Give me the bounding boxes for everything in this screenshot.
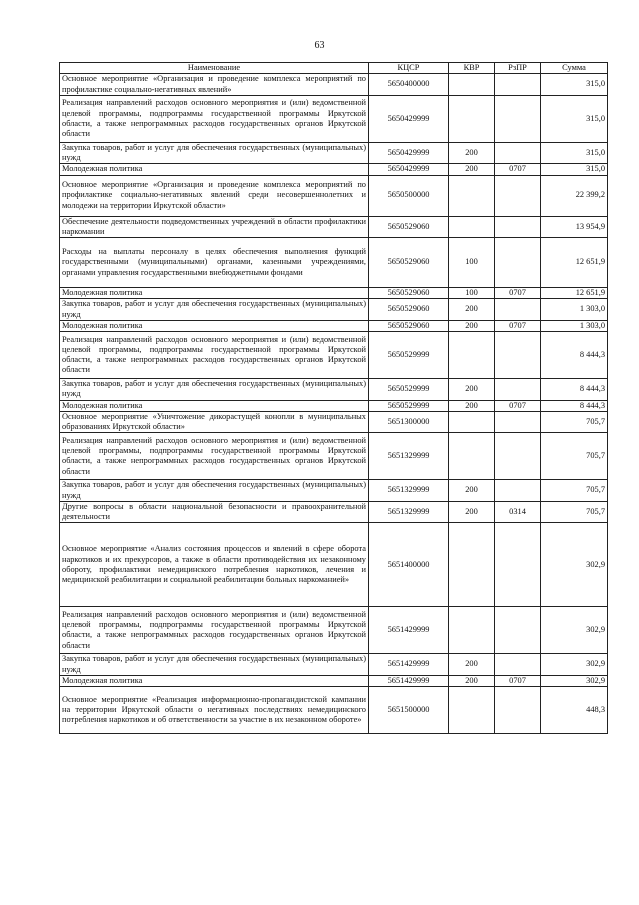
row-name: Основное мероприятие «Уничтожение дикорастущей конопли в муниципальных образованиях Иркутской области» xyxy=(60,411,369,433)
row-name: Обеспечение деятельности подведомственных учреждений в области профилактики наркомании xyxy=(60,216,369,238)
row-kvr: 200 xyxy=(449,654,495,676)
row-kvr: 200 xyxy=(449,501,495,523)
row-kcsr: 5651429999 xyxy=(369,654,449,676)
row-sum: 315,0 xyxy=(541,74,608,96)
row-rzpr xyxy=(495,433,541,480)
row-sum: 302,9 xyxy=(541,654,608,676)
row-rzpr: 0707 xyxy=(495,320,541,331)
table-row xyxy=(60,74,608,96)
row-name: Молодежная политика xyxy=(60,675,369,686)
row-rzpr xyxy=(495,654,541,676)
row-kcsr: 5650529060 xyxy=(369,288,449,299)
row-kvr xyxy=(449,607,495,654)
row-kvr xyxy=(449,433,495,480)
row-kcsr: 5650529999 xyxy=(369,400,449,411)
row-kcsr: 5650529060 xyxy=(369,299,449,321)
table-row xyxy=(60,238,608,288)
row-name: Основное мероприятие «Организация и проведение комплекса мероприятий по профилактике социально-негативных явлений среди несовершеннолетних и молодежи на территории Иркутской области» xyxy=(60,175,369,216)
row-kcsr: 5651500000 xyxy=(369,687,449,734)
row-kcsr: 5651429999 xyxy=(369,675,449,686)
row-name: Закупка товаров, работ и услуг для обеспечения государственных (муниципальных) нужд xyxy=(60,480,369,502)
row-sum: 12 651,9 xyxy=(541,238,608,288)
table-row xyxy=(60,654,608,676)
row-rzpr: 0707 xyxy=(495,164,541,175)
row-kcsr: 5651329999 xyxy=(369,433,449,480)
row-rzpr xyxy=(495,480,541,502)
table-row xyxy=(60,216,608,238)
row-rzpr xyxy=(495,142,541,164)
table-row xyxy=(60,607,608,654)
row-name: Реализация направлений расходов основного мероприятия и (или) ведомственной целевой программы, подпрограммы государственной программы Иркутской области, а также непрограммных расходов государственных органов Иркутской области xyxy=(60,332,369,379)
row-kcsr: 5651329999 xyxy=(369,501,449,523)
row-kcsr: 5651300000 xyxy=(369,411,449,433)
row-kvr xyxy=(449,411,495,433)
row-kvr: 200 xyxy=(449,164,495,175)
row-sum: 315,0 xyxy=(541,164,608,175)
row-sum: 448,3 xyxy=(541,687,608,734)
row-sum: 315,0 xyxy=(541,142,608,164)
row-name: Основное мероприятие «Реализация информационно-пропагандистской кампании на территории Иркутской области о негативных последствиях немедицинского потребления наркотиков и об ответственности за участие в их незаконном обороте» xyxy=(60,687,369,734)
row-sum: 302,9 xyxy=(541,607,608,654)
table-row xyxy=(60,142,608,164)
row-rzpr xyxy=(495,687,541,734)
row-kcsr: 5650429999 xyxy=(369,95,449,142)
row-kcsr: 5650429999 xyxy=(369,164,449,175)
row-kvr: 200 xyxy=(449,142,495,164)
row-sum: 12 651,9 xyxy=(541,288,608,299)
table-body xyxy=(60,74,608,734)
row-name: Основное мероприятие «Анализ состояния процессов и явлений в сфере оборота наркотиков и их прекурсоров, а также в области противодействия их незаконному обороту, профилактики немедицинского потребления наркотиков, лечения и медицинской реабилитации и социальной реабилитации больных наркоманией» xyxy=(60,523,369,607)
row-rzpr: 0314 xyxy=(495,501,541,523)
row-name: Другие вопросы в области национальной безопасности и правоохранительной деятельности xyxy=(60,501,369,523)
header-rzpr: РзПР xyxy=(495,63,541,74)
row-kvr xyxy=(449,95,495,142)
row-kvr xyxy=(449,216,495,238)
table-row xyxy=(60,288,608,299)
table-row xyxy=(60,332,608,379)
row-name: Молодежная политика xyxy=(60,288,369,299)
row-kcsr: 5650529060 xyxy=(369,320,449,331)
row-name: Закупка товаров, работ и услуг для обеспечения государственных (муниципальных) нужд xyxy=(60,379,369,401)
row-kvr: 200 xyxy=(449,675,495,686)
row-rzpr xyxy=(495,74,541,96)
row-kvr: 200 xyxy=(449,320,495,331)
row-rzpr xyxy=(495,216,541,238)
row-name: Реализация направлений расходов основного мероприятия и (или) ведомственной целевой программы, подпрограммы государственной программы Иркутской области, а также непрограммных расходов государственных органов Иркутской области xyxy=(60,607,369,654)
row-sum: 1 303,0 xyxy=(541,320,608,331)
header-sum: Сумма xyxy=(541,63,608,74)
row-name: Реализация направлений расходов основного мероприятия и (или) ведомственной целевой программы, подпрограммы государственной программы Иркутской области, а также непрограммных расходов государственных органов Иркутской области xyxy=(60,433,369,480)
row-sum: 302,9 xyxy=(541,675,608,686)
table-row xyxy=(60,400,608,411)
table-row xyxy=(60,379,608,401)
table-row xyxy=(60,299,608,321)
row-sum: 22 399,2 xyxy=(541,175,608,216)
row-name: Закупка товаров, работ и услуг для обеспечения государственных (муниципальных) нужд xyxy=(60,299,369,321)
table-row xyxy=(60,95,608,142)
row-rzpr xyxy=(495,332,541,379)
row-name: Закупка товаров, работ и услуг для обеспечения государственных (муниципальных) нужд xyxy=(60,654,369,676)
row-name: Молодежная политика xyxy=(60,164,369,175)
row-rzpr xyxy=(495,411,541,433)
row-kcsr: 5650529999 xyxy=(369,379,449,401)
row-sum: 8 444,3 xyxy=(541,332,608,379)
row-kcsr: 5650529060 xyxy=(369,238,449,288)
table-row xyxy=(60,501,608,523)
row-name: Расходы на выплаты персоналу в целях обеспечения выполнения функций государственными (муниципальными) органами, казенными учреждениями, органами управления государственными внебюджетными фондами xyxy=(60,238,369,288)
row-kvr: 200 xyxy=(449,299,495,321)
row-kvr: 200 xyxy=(449,379,495,401)
row-kvr xyxy=(449,74,495,96)
header-kvr: КВР xyxy=(449,63,495,74)
row-kcsr: 5650500000 xyxy=(369,175,449,216)
row-sum: 8 444,3 xyxy=(541,379,608,401)
row-name: Молодежная политика xyxy=(60,320,369,331)
row-rzpr xyxy=(495,379,541,401)
row-sum: 705,7 xyxy=(541,433,608,480)
row-kvr xyxy=(449,687,495,734)
row-kcsr: 5650529060 xyxy=(369,216,449,238)
row-kcsr: 5650429999 xyxy=(369,142,449,164)
table-row xyxy=(60,164,608,175)
row-rzpr: 0707 xyxy=(495,288,541,299)
row-kvr xyxy=(449,523,495,607)
row-kcsr: 5651329999 xyxy=(369,480,449,502)
row-rzpr xyxy=(495,523,541,607)
budget-table xyxy=(59,62,608,734)
row-kvr: 200 xyxy=(449,400,495,411)
table-row xyxy=(60,175,608,216)
table-header-row xyxy=(60,63,608,74)
row-rzpr: 0707 xyxy=(495,675,541,686)
row-sum: 8 444,3 xyxy=(541,400,608,411)
row-name: Основное мероприятие «Организация и проведение комплекса мероприятий по профилактике социально-негативных явлений» xyxy=(60,74,369,96)
row-sum: 13 954,9 xyxy=(541,216,608,238)
row-name: Реализация направлений расходов основного мероприятия и (или) ведомственной целевой программы, подпрограммы государственной программы Иркутской области, а также непрограммных расходов государственных органов Иркутской области xyxy=(60,95,369,142)
row-sum: 705,7 xyxy=(541,411,608,433)
row-rzpr xyxy=(495,95,541,142)
table-row xyxy=(60,687,608,734)
row-kcsr: 5650529999 xyxy=(369,332,449,379)
row-kvr: 100 xyxy=(449,238,495,288)
row-rzpr xyxy=(495,607,541,654)
row-name: Молодежная политика xyxy=(60,400,369,411)
row-rzpr xyxy=(495,238,541,288)
table-row xyxy=(60,411,608,433)
table-row xyxy=(60,320,608,331)
row-rzpr xyxy=(495,299,541,321)
table-row xyxy=(60,523,608,607)
row-kcsr: 5650400000 xyxy=(369,74,449,96)
row-sum: 302,9 xyxy=(541,523,608,607)
row-rzpr xyxy=(495,175,541,216)
row-name: Закупка товаров, работ и услуг для обеспечения государственных (муниципальных) нужд xyxy=(60,142,369,164)
row-kvr: 200 xyxy=(449,480,495,502)
row-sum: 705,7 xyxy=(541,480,608,502)
table-row xyxy=(60,480,608,502)
row-kcsr: 5651429999 xyxy=(369,607,449,654)
row-sum: 1 303,0 xyxy=(541,299,608,321)
header-name: Наименование xyxy=(60,63,369,74)
table-row xyxy=(60,433,608,480)
table-row xyxy=(60,675,608,686)
header-kcsr: КЦСР xyxy=(369,63,449,74)
row-kcsr: 5651400000 xyxy=(369,523,449,607)
row-rzpr: 0707 xyxy=(495,400,541,411)
row-sum: 705,7 xyxy=(541,501,608,523)
row-kvr: 100 xyxy=(449,288,495,299)
page-number: 63 xyxy=(314,40,325,51)
row-kvr xyxy=(449,332,495,379)
row-sum: 315,0 xyxy=(541,95,608,142)
row-kvr xyxy=(449,175,495,216)
